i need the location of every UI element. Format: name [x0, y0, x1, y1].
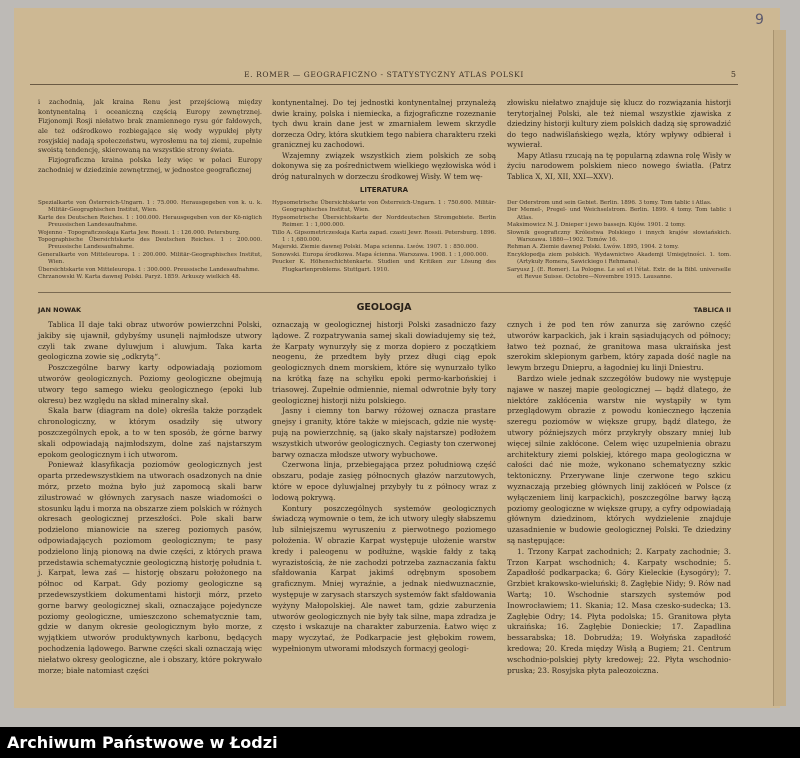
literature-entry: Peucker K. Höhenschichtenkarte. Studien und Kritiken zur Lösung des Flugkartenproblems. Stuttgart. 1910. [272, 259, 496, 273]
literature-entry: Übersichtskarte von Mitteleuropa. 1 : 300.000. Preussische Landesaufnahme. [38, 266, 260, 273]
plate-label: TABLICA II [693, 306, 731, 314]
literature-entry: Der Memel-, Pregel- und Weichselstrom. Berlin. 1899. 4 tomy. Tom tablic i Atlas. [507, 207, 731, 221]
paragraph: Czerwona linja, przebiegająca przez południową część obszaru, podaje zasięg północnych głazów narzutowych, które w epoce dyluwjalnej przybyły tu z północy wraz z lodową pokrywą. [272, 460, 496, 502]
geology-column-3 [507, 320, 731, 676]
paragraph: Tablica II daje taki obraz utworów powierzchni Polski, jakiby się ujawnił, gdybyśmy usunęli najmłodsze utwory czyli tak zwane dyluwjum i aluwjum. Taka karta geologiczna zowie się „odkrytą“. [38, 320, 262, 362]
paragraph: oznaczają w geologicznej historji Polski zasadniczo fazy lądowe. Z rozpatrywania samej skali dowiadujemy się też, że Karpaty wynurzyły się z morza dopiero z początkiem neogenu, że przedtem były przez długi ciąg epok geologicznych dnem morskiem, które się wynurzało tylko na krótką fazę na schyłku epoki permo-karbońskiej i triasowej. Zupełnie odmiennie, niemal odwrotnie były tory geologicznej historji niżu polskiego. [272, 320, 496, 405]
intro-column-2 [272, 98, 496, 182]
literature-entry: Hypsometrische Übersichtskarte von Österreich-Ungarn. 1 : 750.600. Militär-Geographisches Institut, Wien. [272, 200, 496, 214]
literature-middle [272, 200, 496, 274]
literature-entry: Sonowski. Europa środkowa. Mapa ścienna. Warszawa. 1908. 1 : 1,000.000. [272, 251, 489, 258]
author-name: JAN NOWAK [38, 306, 82, 314]
literature-left [38, 200, 262, 281]
paragraph: Kontury poszczególnych systemów geologicznych świadczą wymownie o tem, że ich utwory uległy słabszemu lub silniejszemu wyruszeniu z pierwotnego poziomego położenia. W obrazie Karpat występuje ułożenie warstw kredy i paleogenu w podłużne, wąskie fałdy z taką wyrazistością, że nie zachodzi potrzeba zaznaczania faktu sfałdowania Karpat jakimś odrębnym sposobem graficznym. Mniej wyraźnie, a jednak niedwuznacznie, występuje w zarysach starszych systemów fakt sfałdowania wyżyny Małopolskiej. Ale nawet tam, gdzie zaburzenia utworów geologicznych nie były tak silne, mapa zdradza je często i wskazuje na charakter zaburzenia. Łatwo więc z mapy wyczytać, że Podkarpacie jest głębokim rowem, wypełnionym utworami młodszych formacyj geologi- [272, 503, 496, 653]
literature-right [507, 200, 731, 281]
paragraph: Poszczególne barwy karty odpowiadają poziomom utworów geologicznych. Poziomy geologiczne obejmują utwory tego samego wieku geologicznego (epoki lub okresu) bez względu na skład mineralny skał. [38, 363, 262, 405]
paragraph: Fizjograficzna kraina polska leży więc w połaci Europy zachodniej w dziedzinie zewnętrznej, w jednostce geograficznej [38, 156, 262, 174]
paragraph: cznych i że pod ten rów zanurza się zarówno część utworów karpackich, jak i krain sąsiadujących od północy; łatwo też poznać, że granitowa masa ukraińska jest szerokim sklepionym garbem, który zapada dość nagle na lewym brzegu Dniepru, a łagodniej ku linji Dniestru. [507, 320, 731, 373]
literature-entry: Hypsometrische Übersichtskarte der Norddeutschen Stromgebiete. Berlin Reimer. 1 : 1,000.000. [272, 214, 496, 229]
literature-entry: Wojenno - Topograficzeskaja Karta Jew. Rossii. 1 : 126.000. Petersburg. [38, 229, 241, 236]
literature-entry: Encyklopedja ziem polskich. Wydawnictwo Akademji Umiejętności. 1. tom. (Artykuły Romera, Sawickiego i Rehmana). [507, 251, 731, 266]
paragraph: i zachodnią, jak kraina Renu jest przejściową między kontynentalną i oceaniczną częścią Europy zewnętrznej. Fizjonomji Rosji niełatwo brak znamiennego rysu gór fałdowych, ale też odśrodkowo rozbiegające się wody wypukłej płyty rosyjskiej nadają społeczeństwu, wyrosłemu na tej ziemi, zupełnie swoistą tendencję, skierowaną na wszystkie strony świata. [38, 98, 262, 155]
archive-footer [0, 727, 800, 758]
literature-entry: Topographische Übersichtskarte des Deutschen Reiches. 1 : 200.000. Preussische Landesaufnahme. [38, 237, 262, 251]
pencil-page-number: 9 [755, 12, 764, 28]
paragraph: Bardzo wiele jednak szczegółów budowy nie występuje nąjawe w naszej mapie geologicznej — bądź dlatego, że niektóre zakłócenia warstw nie wystąpiły w tym przeglądowym obrazie z powodu koniecznego łączenia szeregu poziomów w większe grupy, bądź dlatego, że utwory późniejszych mórz przykryły obszary mniej lub więcej silnie zakłócone. Celem więc uzupełnienia obrazu architektury ziemi polskiej, którego mapa geologiczna w całości dać nie może, wykonano schematyczny szkic tektoniczny. Przerywane linje czerwone tego szkicu wyznaczają przebieg głównych linij zakłóceń w Polsce (z wyłączeniem linij karpackich), poszczególne barwy łączą poziomy geologiczne w większe grupy, a cyfry odpowiadają głównym dziedzinom, których wydzielenie znajduje uzasadnienie w budowie geologicznej Polski. Te dziedziny są następujące: [507, 373, 731, 545]
domain-list: 1. Trzony Karpat zachodnich; 2. Karpaty zachodnie; 3. Trzon Karpat wschodnich; 4. Karpaty wschodnie; 5. Zapadłość podkarpacka; 6. Góry Kieleckie (Łysogóry); 7. Grzbiet krakowsko-wieluński; 8. Zagłębie Nidy; 9. Rów nad Wartą; 10. Wschodnie starszych systemów pod Inowrocławiem; 11. Skania; 12. Masa czesko-sudecka; 13. Zagłębie Odry; 14. Płyta podolska; 15. Granitowa płyta ukraińska; 16. Zagłębie Donieckie; 17. Zapadlina bessarabska; 18. Dobrudża; 19. Wołyńska zapadłość kredowa; 20. Kreda między Wisłą a Bugiem; 21. Centrum wschodnio-polskiej płyty kredowej; 22. Płyta wschodnio-pruska; 23. Rosyjska płyta paleozoiczna. [507, 546, 731, 675]
literature-entry: Chrzanowski W. Karta dawnej Polski. Paryż. 1859. Arkuszy wielkich 48. [38, 274, 241, 281]
literature-entry: Generalkarte von Mitteleuropa. 1 : 200.000. Militär-Geographisches Institut, Wien. [38, 251, 262, 266]
literature-entry: Rehman A. Ziemie dawnej Polski. Lwów. 1895, 1904. 2 tomy. [507, 244, 679, 251]
archive-name: Archiwum Państwowe w Łodzi [7, 733, 278, 752]
literature-entry: Tillo A. Gipsometriczeskaja Karta zapad. czasti Jewr. Rossii. Petersburg. 1896. 1 : 1,680.000. [272, 229, 496, 244]
intro-column-1 [38, 98, 262, 176]
paragraph: złowisku niełatwo znajduje się klucz do rozwiązania historji terytorjalnej Polski, ale też niemal wszystkie zjawiska z dziedziny historji kultury ziem polskich dadzą się sprowadzić do tego nadwiślańskiego węzła, który wpływy odbierał i wywierał. [507, 98, 731, 150]
paragraph: kontynentalnej. Do tej jednostki kontynentalnej przynależą dwie krainy, polska i niemiecka, a fizjograficzne rozeznanie tych dwu krain dane jest w zmarniałem lewem skrzydle dorzecza Odry, która skutkiem tego nabiera charakteru rzeki granicznej ku zachodowi. [272, 98, 496, 150]
section-divider [38, 292, 731, 293]
header-title: E. ROMER — GEOGRAFICZNO - STATYSTYCZNY ATLAS POLSKI [244, 70, 524, 79]
paragraph: Mapy Atlasu rzucają na tę popularną zdawna rolę Wisły w życiu narodowem polskiem nieco nowego światła. (Patrz Tablica X, XI, XII, XXI—XXV). [507, 150, 731, 181]
section-heading: GEOLOGJA [356, 302, 412, 313]
geology-column-2 [272, 320, 496, 655]
paragraph: Skala barw (diagram na dole) określa także porządek chronologiczny, w którym osadziły się utwory poszczególnych epok, a to w ten sposób, że górne barwy skali odpowiadają najmłodszym, dolne zaś najstarszym epokom geologicznym i ich utworom. [38, 406, 262, 459]
header-page-number: 5 [730, 70, 736, 79]
page-edge [773, 30, 786, 706]
intro-column-3 [507, 98, 731, 182]
paragraph: Jasny i ciemny ton barwy różowej oznacza prastare gnejsy i granity, które także w miejscach, gdzie nie wystę- pują na powierzchnię, są (jako skały najstarsze) podłożem wszystkich utworów geologicznych. Cegiasty ton czerwonej barwy oznacza młodsze utwory wybuchowe. [272, 406, 496, 459]
paragraph: Ponieważ klasyfikacja poziomów geologicznych jest oparta przedewszystkiem na utworach osadzonych na dnie mórz, przeto można było już zapomocą skali barw zilustrować w głównych zarysach nasze wiadomości o stosunku lądu i morza na obszarze ziem polskich w różnych okresach geologicznej przeszłości. Pole skali barw podzielono mianowicie na szereg poziomych pasów, odpowiadających poziomom geologicznym; te pasy podzielono linją pionową na dwie części, z których prawa przedstawia schematycznie geologiczną historję południa t. j. Karpat, lewa zaś — historję obszaru położonego na północ od Karpat. Gdy poziomy geologiczne są przedewszystkiem dokumentami historji mórz, przeto gorne barwy geologicznej skali, oznaczające pojedyncze poziomy geologiczne, umieszczono schematycznie tam, gdzie w danym okresie geologicznym było morze, z wyjątkiem utworów produktywnych karbonu, będących pochodzenia lądowego. Barwne części skali oznaczają więc niełatwo okresy geologiczne, ale i obszary, które pokrywało morze; białe natomiast części [38, 460, 262, 675]
literature-entry: Der Oderstrom und sein Gebiet. Berlin. 1896. 3 tomy. Tom tablic i Atlas. [507, 200, 712, 206]
literature-entry: Spezialkarte von Österreich-Ungarn. 1 : 75.000. Herausgegeben von k. u. k. Militär-Geographischen Institut, Wien. [38, 200, 262, 214]
paragraph: Wzajemny związek wszystkich ziem polskich ze sobą dokonywa się za pośrednictwem wielkiego węzłowiska wód i dróg naturalnych w dorzeczu środkowej Wisły. W tem wę- [272, 150, 496, 181]
running-header [30, 64, 738, 85]
geology-column-1 [38, 320, 262, 676]
literature-entry: Saryusz J. (E. Romer). La Pologne. Le sol et l'état. Extr. de la Bibl. universelle et Revue Suisse. Octobre—Novembre 1915. Lausanne. [507, 266, 731, 281]
literature-entry: Słownik geograficzny Królestwa Polskiego i innych krajów słowiańskich. Warszawa. 1880—1902. Tomów 16. [507, 229, 731, 244]
literature-entry: Karte des Deutschen Reiches. 1 : 100.000. Herausgegeben von der Kö-niglich Preussischen Landesaufnahme. [38, 214, 262, 229]
literature-heading: LITERATURA [359, 186, 409, 194]
literature-entry: Majerski. Ziemie dawnej Polski. Mapa scienna. Lwów. 1907. 1 : 850.000. [272, 244, 479, 251]
literature-entry: Maksimowicz N. J. Dnieper i jewo bassejn. Kijów. 1901. 2 tomy. [507, 222, 686, 229]
